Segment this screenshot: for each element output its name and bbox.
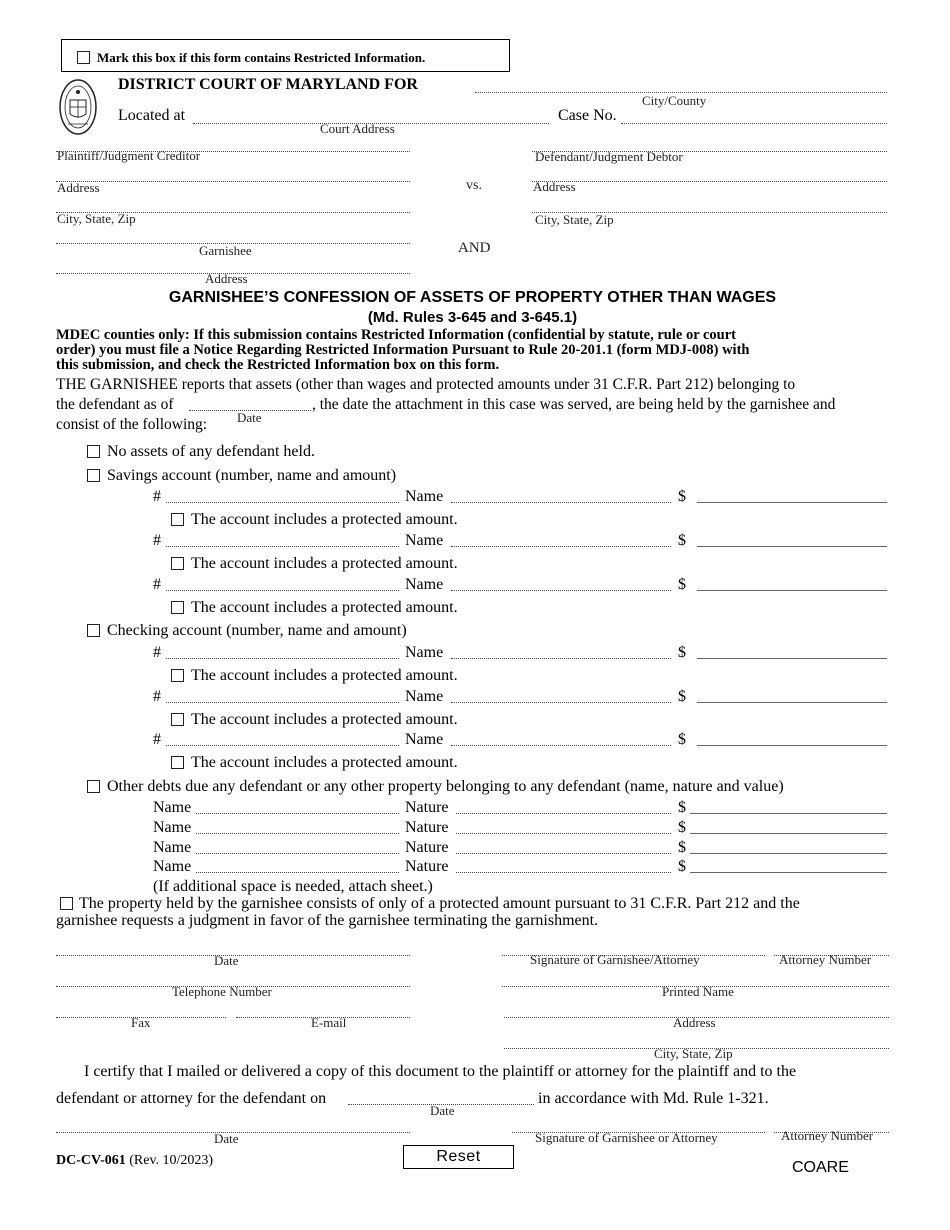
court-seal-icon (58, 78, 98, 136)
plaintiff-address-field[interactable] (56, 181, 410, 182)
savings-name-field-2[interactable] (451, 590, 671, 591)
cert-signature-caption: Signature of Garnishee or Attorney (535, 1130, 718, 1145)
savings-name-field-0[interactable] (451, 502, 671, 503)
savings-dollar-2: $ (678, 576, 686, 593)
checking-hash-0: # (153, 644, 161, 661)
intro-line-2b: , the date the attachment in this case was served, are being held by the garnishee and (312, 396, 836, 413)
checking-hash-2: # (153, 731, 161, 748)
other-nature-label-2: Nature (405, 839, 449, 856)
mdec-notice-line-1: MDEC counties only: If this submission contains Restricted Information (confidential by statute, rule or court (56, 327, 737, 343)
other-nature-label-0: Nature (405, 799, 449, 816)
court-title: DISTRICT COURT OF MARYLAND FOR (118, 76, 418, 93)
email-caption: E-mail (311, 1015, 347, 1030)
no-assets-label: No assets of any defendant held. (107, 443, 315, 460)
case-no-label: Case No. (558, 107, 617, 124)
garnishee-address-caption: Address (205, 271, 248, 286)
reset-button[interactable]: Reset (403, 1145, 514, 1169)
savings-protected-checkbox-0[interactable] (171, 513, 184, 526)
checking-hash-1: # (153, 688, 161, 705)
defendant-address-field[interactable] (532, 181, 887, 182)
other-dollar-0: $ (678, 799, 686, 816)
savings-protected-label-1: The account includes a protected amount. (191, 555, 458, 572)
certificate-line-2a: defendant or attorney for the defendant on (56, 1090, 327, 1107)
savings-amount-field-0[interactable] (697, 502, 887, 503)
checking-protected-label-0: The account includes a protected amount. (191, 667, 458, 684)
checking-amount-field-0[interactable] (697, 658, 887, 659)
certificate-line-1: I certify that I mailed or delivered a copy of this document to the plaintiff or attorney for the plaintiff and to the (84, 1063, 797, 1080)
city-county-caption: City/County (642, 93, 707, 108)
savings-protected-label-2: The account includes a protected amount. (191, 599, 458, 616)
form-number (56, 1153, 213, 1169)
other-value-field-2[interactable] (690, 853, 887, 854)
other-dollar-1: $ (678, 819, 686, 836)
other-name-field-1[interactable] (196, 833, 399, 834)
savings-name-label-2: Name (405, 576, 444, 593)
other-name-field-0[interactable] (196, 813, 399, 814)
savings-amount-field-1[interactable] (697, 546, 887, 547)
form-title: GARNISHEE’S CONFESSION OF ASSETS OF PROPERTY OTHER THAN WAGES (168, 289, 777, 306)
checking-amount-field-1[interactable] (697, 702, 887, 703)
form-revision: (Rev. 10/2023) (129, 1153, 214, 1168)
checking-number-field-2[interactable] (166, 745, 399, 746)
sig-city-caption: City, State, Zip (654, 1046, 733, 1061)
other-value-field-0[interactable] (690, 813, 887, 814)
certificate-line-2b: in accordance with Md. Rule 1-321. (538, 1090, 769, 1107)
defendant-caption: Defendant/Judgment Debtor (535, 149, 683, 164)
plaintiff-field-top[interactable] (56, 151, 410, 152)
and-label: AND (458, 240, 491, 256)
served-date-caption: Date (237, 410, 262, 425)
other-debts-checkbox[interactable] (87, 780, 100, 793)
vs-label: vs. (466, 178, 482, 193)
coare-label: COARE (792, 1159, 849, 1176)
protected-only-checkbox[interactable] (60, 897, 73, 910)
savings-checkbox[interactable] (87, 469, 100, 482)
savings-name-label-1: Name (405, 532, 444, 549)
other-name-field-2[interactable] (196, 853, 399, 854)
savings-protected-checkbox-2[interactable] (171, 601, 184, 614)
savings-hash-1: # (153, 532, 161, 549)
savings-label: Savings account (number, name and amount) (107, 467, 397, 484)
savings-dollar-1: $ (678, 532, 686, 549)
defendant-city-caption: City, State, Zip (535, 212, 614, 227)
protected-statement-line-2: garnishee requests a judgment in favor of the garnishee terminating the garnishment. (56, 912, 599, 929)
checking-amount-field-2[interactable] (697, 745, 887, 746)
intro-line-3: consist of the following: (56, 416, 208, 433)
other-dollar-3: $ (678, 858, 686, 875)
checking-name-field-0[interactable] (451, 658, 671, 659)
other-name-label-1: Name (153, 819, 192, 836)
checking-protected-checkbox-1[interactable] (171, 713, 184, 726)
attorney-number-caption: Attorney Number (779, 952, 872, 967)
other-nature-label-1: Nature (405, 819, 449, 836)
defendant-address-caption: Address (533, 179, 576, 194)
other-name-label-3: Name (153, 858, 192, 875)
checking-name-label-2: Name (405, 731, 444, 748)
other-value-field-3[interactable] (690, 872, 887, 873)
checking-protected-checkbox-2[interactable] (171, 756, 184, 769)
checking-protected-checkbox-0[interactable] (171, 669, 184, 682)
garnishee-caption: Garnishee (199, 243, 252, 258)
located-at-label: Located at (118, 107, 186, 124)
form-subtitle: (Md. Rules 3-645 and 3-645.1) (367, 309, 578, 326)
protected-statement-line-1: The property held by the garnishee consists of only of a protected amount pursuant to 31 C.F.R. Part 212 and the (79, 895, 800, 912)
other-dollar-2: $ (678, 839, 686, 856)
savings-number-field-0[interactable] (166, 502, 399, 503)
checking-name-label-0: Name (405, 644, 444, 661)
intro-line-2a: the defendant as of (56, 396, 174, 413)
checking-dollar-2: $ (678, 731, 686, 748)
savings-protected-label-0: The account includes a protected amount. (191, 511, 458, 528)
restricted-info-checkbox[interactable] (77, 51, 90, 64)
savings-dollar-0: $ (678, 488, 686, 505)
court-address-caption: Court Address (320, 121, 395, 136)
savings-number-field-1[interactable] (166, 546, 399, 547)
other-value-field-1[interactable] (690, 833, 887, 834)
savings-name-label-0: Name (405, 488, 444, 505)
other-name-label-2: Name (153, 839, 192, 856)
signature-caption: Signature of Garnishee/Attorney (530, 952, 700, 967)
sig-date-caption: Date (214, 953, 239, 968)
other-debts-label: Other debts due any defendant or any other property belonging to any defendant (name, nature and value) (107, 778, 784, 795)
case-no-field[interactable] (621, 123, 887, 124)
savings-protected-checkbox-1[interactable] (171, 557, 184, 570)
other-nature-field-3[interactable] (456, 872, 671, 873)
plaintiff-caption: Plaintiff/Judgment Creditor (57, 148, 201, 163)
checking-protected-label-2: The account includes a protected amount. (191, 754, 458, 771)
checking-dollar-1: $ (678, 688, 686, 705)
checking-name-field-1[interactable] (451, 702, 671, 703)
checking-dollar-0: $ (678, 644, 686, 661)
other-name-label-0: Name (153, 799, 192, 816)
checking-protected-label-1: The account includes a protected amount. (191, 711, 458, 728)
checking-label: Checking account (number, name and amount) (107, 622, 407, 639)
sig-address-caption: Address (673, 1015, 716, 1030)
savings-amount-field-2[interactable] (697, 590, 887, 591)
other-nature-field-1[interactable] (456, 833, 671, 834)
certificate-date-caption: Date (430, 1103, 455, 1118)
savings-number-field-2[interactable] (166, 590, 399, 591)
restricted-info-label: Mark this box if this form contains Restricted Information. (97, 50, 426, 65)
checking-number-field-1[interactable] (166, 702, 399, 703)
other-nature-field-2[interactable] (456, 853, 671, 854)
printed-name-caption: Printed Name (662, 984, 734, 999)
savings-hash-0: # (153, 488, 161, 505)
savings-hash-2: # (153, 576, 161, 593)
telephone-caption: Telephone Number (172, 984, 272, 999)
checking-name-label-1: Name (405, 688, 444, 705)
savings-name-field-1[interactable] (451, 546, 671, 547)
plaintiff-address-caption: Address (57, 180, 100, 195)
checking-number-field-0[interactable] (166, 658, 399, 659)
other-nature-label-3: Nature (405, 858, 449, 875)
other-nature-field-0[interactable] (456, 813, 671, 814)
checking-checkbox[interactable] (87, 624, 100, 637)
other-name-field-3[interactable] (196, 872, 399, 873)
cert-sig-date-caption: Date (214, 1131, 239, 1146)
additional-space-note: (If additional space is needed, attach sheet.) (153, 878, 433, 895)
form-number-code: DC-CV-061 (56, 1153, 126, 1168)
mdec-notice-line-3: this submission, and check the Restricted Information box on this form. (56, 357, 500, 373)
intro-line-1: THE GARNISHEE reports that assets (other than wages and protected amounts under 31 C.F.R. Part 212) belonging to (56, 376, 796, 393)
mdec-notice-line-2: order) you must file a Notice Regarding Restricted Information Pursuant to Rule 20-201.1 (form MDJ-008) with (56, 342, 750, 358)
checking-name-field-2[interactable] (451, 745, 671, 746)
fax-caption: Fax (131, 1015, 151, 1030)
cert-attorney-number-caption: Attorney Number (781, 1128, 874, 1143)
plaintiff-city-caption: City, State, Zip (57, 211, 136, 226)
no-assets-checkbox[interactable] (87, 445, 100, 458)
